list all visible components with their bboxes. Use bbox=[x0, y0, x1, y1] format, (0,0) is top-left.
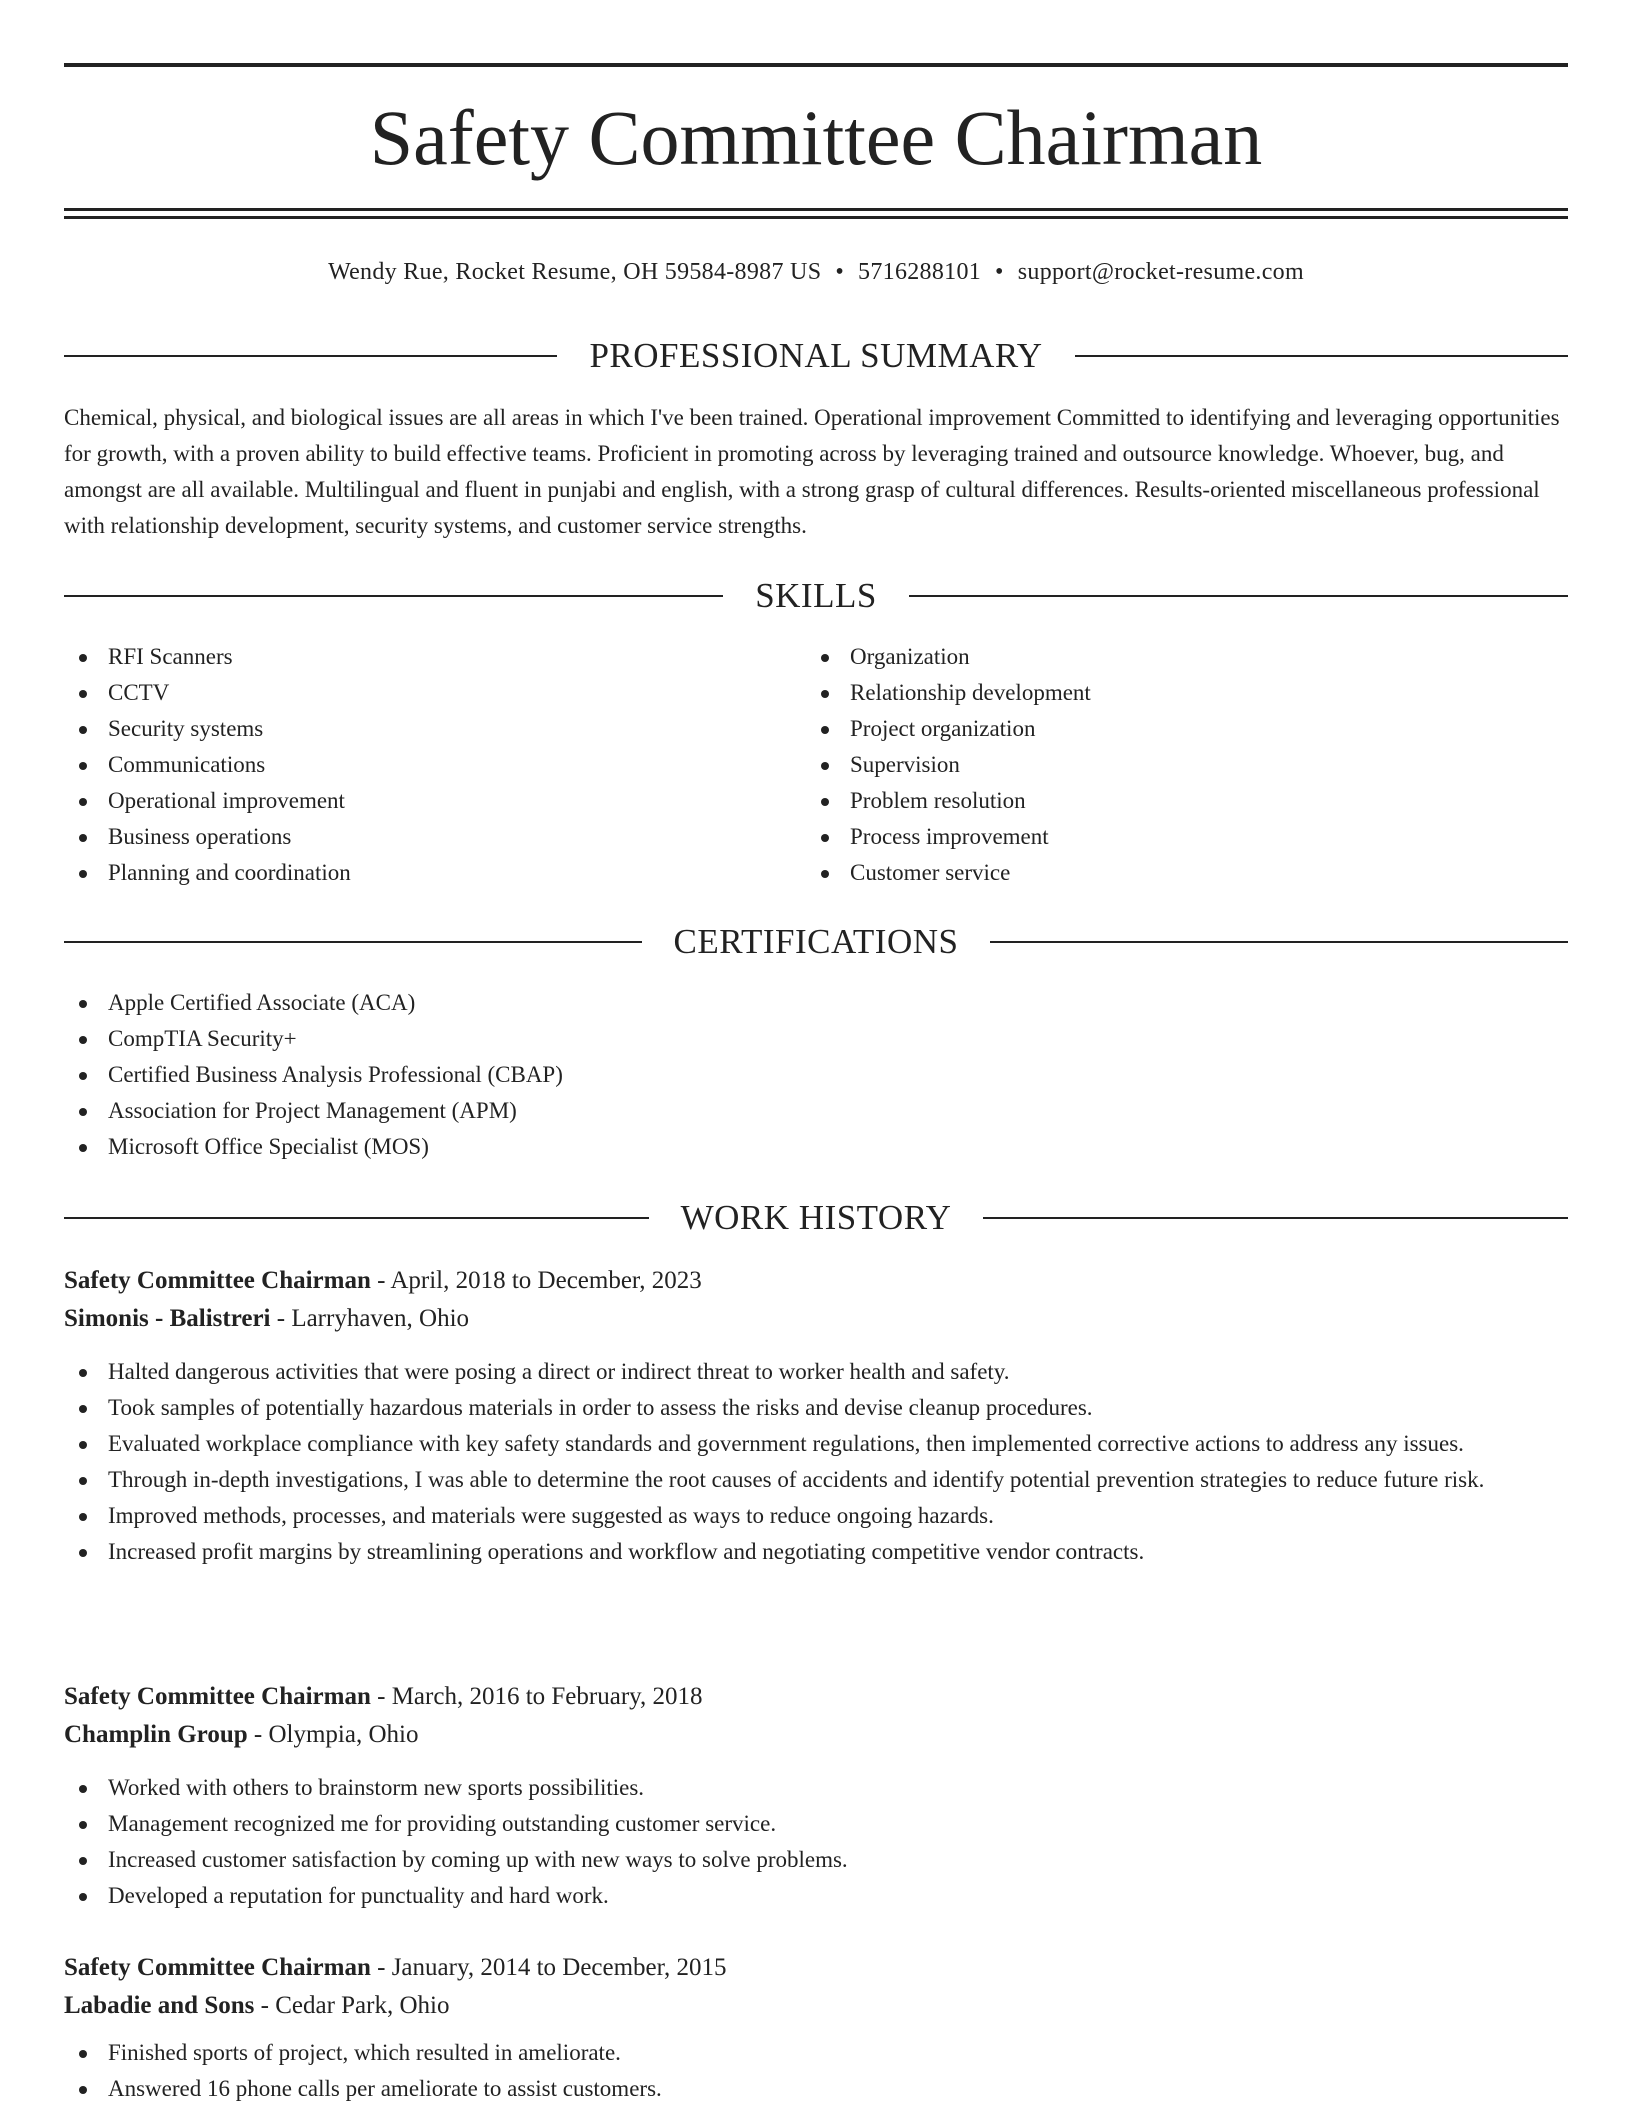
bullet-icon bbox=[79, 1000, 87, 1008]
heading-rule bbox=[64, 355, 557, 357]
job-bullet bbox=[64, 1806, 1568, 1842]
job-location: Cedar Park, Ohio bbox=[275, 1992, 450, 2019]
contact-line bbox=[64, 254, 1568, 290]
skill-label: Planning and coordination bbox=[108, 860, 351, 885]
job-bullets bbox=[64, 1770, 1568, 1914]
skill-item bbox=[64, 783, 804, 819]
bullet-icon bbox=[821, 690, 829, 698]
bullet-icon bbox=[79, 1893, 87, 1901]
bullet-text: Worked with others to brainstorm new sports possibilities. bbox=[108, 1775, 645, 1800]
bullet-icon bbox=[79, 1785, 87, 1793]
bullet-icon bbox=[821, 870, 829, 878]
page-title: Safety Committee Chairman bbox=[369, 94, 1263, 181]
contact-email: support@rocket-resume.com bbox=[1017, 259, 1304, 285]
skill-item bbox=[806, 675, 1546, 711]
skill-item bbox=[64, 675, 804, 711]
certification-label: Association for Project Management (APM) bbox=[108, 1098, 517, 1123]
certification-label: Certified Business Analysis Professional (CBAP) bbox=[108, 1062, 563, 1087]
skills-list-left bbox=[64, 639, 804, 891]
job-location: Larryhaven, Ohio bbox=[291, 1305, 470, 1332]
bullet-icon bbox=[79, 2050, 87, 2058]
bullet-icon bbox=[79, 1549, 87, 1557]
job-title-line: Safety Committee Chairman - January, 2014 to December, 2015 bbox=[64, 1954, 727, 1981]
bullet-icon bbox=[79, 1513, 87, 1521]
skill-label: Organization bbox=[850, 644, 970, 669]
section-heading-work-history bbox=[64, 1196, 1568, 1240]
contact-separator: • bbox=[835, 259, 845, 285]
certifications-list bbox=[64, 985, 1568, 1165]
bullet-icon bbox=[79, 2086, 87, 2094]
section-heading-certifications bbox=[64, 920, 1568, 964]
contact-phone: 5716288101 bbox=[858, 259, 982, 285]
bullet-icon bbox=[79, 1108, 87, 1116]
bullet-icon bbox=[821, 834, 829, 842]
skill-item bbox=[806, 783, 1546, 819]
skill-item bbox=[64, 639, 804, 675]
skill-label: Problem resolution bbox=[850, 788, 1026, 813]
job-bullet bbox=[64, 2035, 1568, 2071]
heading-rule bbox=[1075, 355, 1568, 357]
bullet-icon bbox=[79, 870, 87, 878]
job-bullet bbox=[64, 1462, 1568, 1498]
bullet-text: Finished sports of project, which resulted in ameliorate. bbox=[108, 2040, 621, 2065]
bullet-icon bbox=[79, 1405, 87, 1413]
job-bullets bbox=[64, 2035, 1568, 2107]
skill-label: Project organization bbox=[850, 716, 1036, 741]
skill-label: Security systems bbox=[108, 716, 264, 741]
job-entry bbox=[64, 1678, 1568, 1914]
job-company: Labadie and Sons bbox=[64, 1992, 255, 2019]
bullet-text: Evaluated workplace compliance with key safety standards and government regulations, then implemented corrective actions to address any issues. bbox=[108, 1431, 1464, 1456]
skill-item bbox=[64, 819, 804, 855]
job-bullet bbox=[64, 1842, 1568, 1878]
bullet-text: Took samples of potentially hazardous materials in order to assess the risks and devise cleanup procedures. bbox=[108, 1395, 1093, 1420]
skills-list-right bbox=[806, 639, 1546, 891]
bullet-icon bbox=[79, 1369, 87, 1377]
heading-rule bbox=[64, 941, 642, 943]
bullet-text: Management recognized me for providing outstanding customer service. bbox=[108, 1811, 777, 1836]
skill-label: Relationship development bbox=[850, 680, 1091, 705]
contact-address: Wendy Rue, Rocket Resume, OH 59584-8987 US bbox=[328, 259, 822, 285]
certification-item bbox=[64, 1093, 1568, 1129]
job-bullet bbox=[64, 1498, 1568, 1534]
job-bullet bbox=[64, 1354, 1568, 1390]
job-company-line: Labadie and Sons - Cedar Park, Ohio bbox=[64, 1992, 450, 2019]
skill-label: Customer service bbox=[850, 860, 1011, 885]
job-bullets bbox=[64, 1354, 1568, 1570]
contact-separator: • bbox=[995, 259, 1004, 285]
bullet-text: Answered 16 phone calls per ameliorate to assist customers. bbox=[108, 2076, 662, 2101]
certification-item bbox=[64, 985, 1568, 1021]
bullet-text: Halted dangerous activities that were posing a direct or indirect threat to worker health and safety. bbox=[108, 1359, 1010, 1384]
bullet-icon bbox=[821, 798, 829, 806]
job-title: Safety Committee Chairman bbox=[64, 1267, 371, 1294]
skill-label: RFI Scanners bbox=[108, 644, 233, 669]
heading-rule bbox=[909, 595, 1568, 597]
certification-item bbox=[64, 1057, 1568, 1093]
bullet-icon bbox=[79, 654, 87, 662]
skill-item bbox=[64, 747, 804, 783]
job-title: Safety Committee Chairman bbox=[64, 1954, 371, 1981]
bullet-icon bbox=[79, 1821, 87, 1829]
bullet-icon bbox=[79, 690, 87, 698]
bullet-text: Through in-depth investigations, I was able to determine the root causes of accidents and identify potential prevention strategies to reduce future risk. bbox=[108, 1467, 1485, 1492]
certification-item bbox=[64, 1129, 1568, 1165]
skill-label: Process improvement bbox=[850, 824, 1049, 849]
job-company: Champlin Group bbox=[64, 1721, 248, 1748]
skill-item bbox=[806, 819, 1546, 855]
job-bullet bbox=[64, 1534, 1568, 1570]
skill-label: Operational improvement bbox=[108, 788, 345, 813]
skill-item bbox=[806, 711, 1546, 747]
bullet-text: Increased customer satisfaction by coming up with new ways to solve problems. bbox=[108, 1847, 848, 1872]
section-title: WORK HISTORY bbox=[680, 1198, 952, 1237]
job-title-line: Safety Committee Chairman - March, 2016 to February, 2018 bbox=[64, 1683, 703, 1710]
heading-rule bbox=[990, 941, 1568, 943]
skill-label: Supervision bbox=[850, 752, 960, 777]
skill-item bbox=[806, 747, 1546, 783]
bullet-text: Increased profit margins by streamlining operations and workflow and negotiating competitive vendor contracts. bbox=[108, 1539, 1145, 1564]
section-heading-summary bbox=[64, 334, 1568, 378]
section-title: CERTIFICATIONS bbox=[673, 922, 959, 961]
title-rule-upper bbox=[64, 208, 1568, 211]
certification-item bbox=[64, 1021, 1568, 1057]
job-bullet bbox=[64, 1878, 1568, 1914]
skill-label: Communications bbox=[108, 752, 266, 777]
top-rule bbox=[64, 63, 1568, 67]
heading-rule bbox=[983, 1217, 1568, 1219]
job-company-line: Simonis - Balistreri - Larryhaven, Ohio bbox=[64, 1305, 470, 1332]
job-location: Olympia, Ohio bbox=[268, 1721, 419, 1748]
bullet-icon bbox=[821, 726, 829, 734]
section-heading-skills bbox=[64, 574, 1568, 618]
bullet-icon bbox=[821, 654, 829, 662]
bullet-icon bbox=[79, 1072, 87, 1080]
skill-label: Business operations bbox=[108, 824, 292, 849]
job-bullet bbox=[64, 1426, 1568, 1462]
job-dates: March, 2016 to February, 2018 bbox=[391, 1683, 703, 1710]
job-entry bbox=[64, 1262, 1568, 1570]
heading-rule bbox=[64, 1217, 649, 1219]
bullet-icon bbox=[79, 1036, 87, 1044]
skill-label: CCTV bbox=[108, 680, 170, 705]
job-dates: April, 2018 to December, 2023 bbox=[390, 1267, 702, 1294]
bullet-icon bbox=[79, 726, 87, 734]
job-entry bbox=[64, 1949, 1568, 2107]
heading-rule bbox=[64, 595, 723, 597]
bullet-icon bbox=[79, 1857, 87, 1865]
job-dates: January, 2014 to December, 2015 bbox=[391, 1954, 727, 1981]
bullet-icon bbox=[79, 834, 87, 842]
section-title: SKILLS bbox=[755, 576, 877, 615]
bullet-text: Developed a reputation for punctuality and hard work. bbox=[108, 1883, 609, 1908]
skill-item bbox=[806, 639, 1546, 675]
bullet-icon bbox=[79, 798, 87, 806]
job-company-line: Champlin Group - Olympia, Ohio bbox=[64, 1721, 419, 1748]
certification-label: Microsoft Office Specialist (MOS) bbox=[108, 1134, 429, 1159]
bullet-icon bbox=[79, 1477, 87, 1485]
job-title-line: Safety Committee Chairman - April, 2018 to December, 2023 bbox=[64, 1267, 702, 1294]
job-bullet bbox=[64, 2071, 1568, 2107]
job-bullet bbox=[64, 1390, 1568, 1426]
title-rule-lower bbox=[64, 216, 1568, 219]
job-title: Safety Committee Chairman bbox=[64, 1683, 371, 1710]
job-company: Simonis - Balistreri bbox=[64, 1305, 271, 1332]
skill-item bbox=[806, 855, 1546, 891]
certification-label: CompTIA Security+ bbox=[108, 1026, 297, 1051]
summary-text: Chemical, physical, and biological issues are all areas in which I've been trained. Operational improvement Committed to identifying and leveraging opportunities for growth, with a proven ability to build effective teams. Proficient in promoting across by leveraging trained and outsource knowledge. Whoever, bug, and amongst are all available. Multilingual and fluent in punjabi and english, with a strong grasp of cultural differences. Results-oriented miscellaneous professional with relationship development, security systems, and customer service strengths. bbox=[64, 405, 1560, 538]
skill-item bbox=[64, 855, 804, 891]
bullet-icon bbox=[79, 1441, 87, 1449]
bullet-text: Improved methods, processes, and materials were suggested as ways to reduce ongoing hazards. bbox=[108, 1503, 994, 1528]
certification-label: Apple Certified Associate (ACA) bbox=[108, 990, 416, 1015]
job-bullet bbox=[64, 1770, 1568, 1806]
bullet-icon bbox=[821, 762, 829, 770]
bullet-icon bbox=[79, 1144, 87, 1152]
section-title: PROFESSIONAL SUMMARY bbox=[589, 336, 1043, 375]
bullet-icon bbox=[79, 762, 87, 770]
skill-item bbox=[64, 711, 804, 747]
